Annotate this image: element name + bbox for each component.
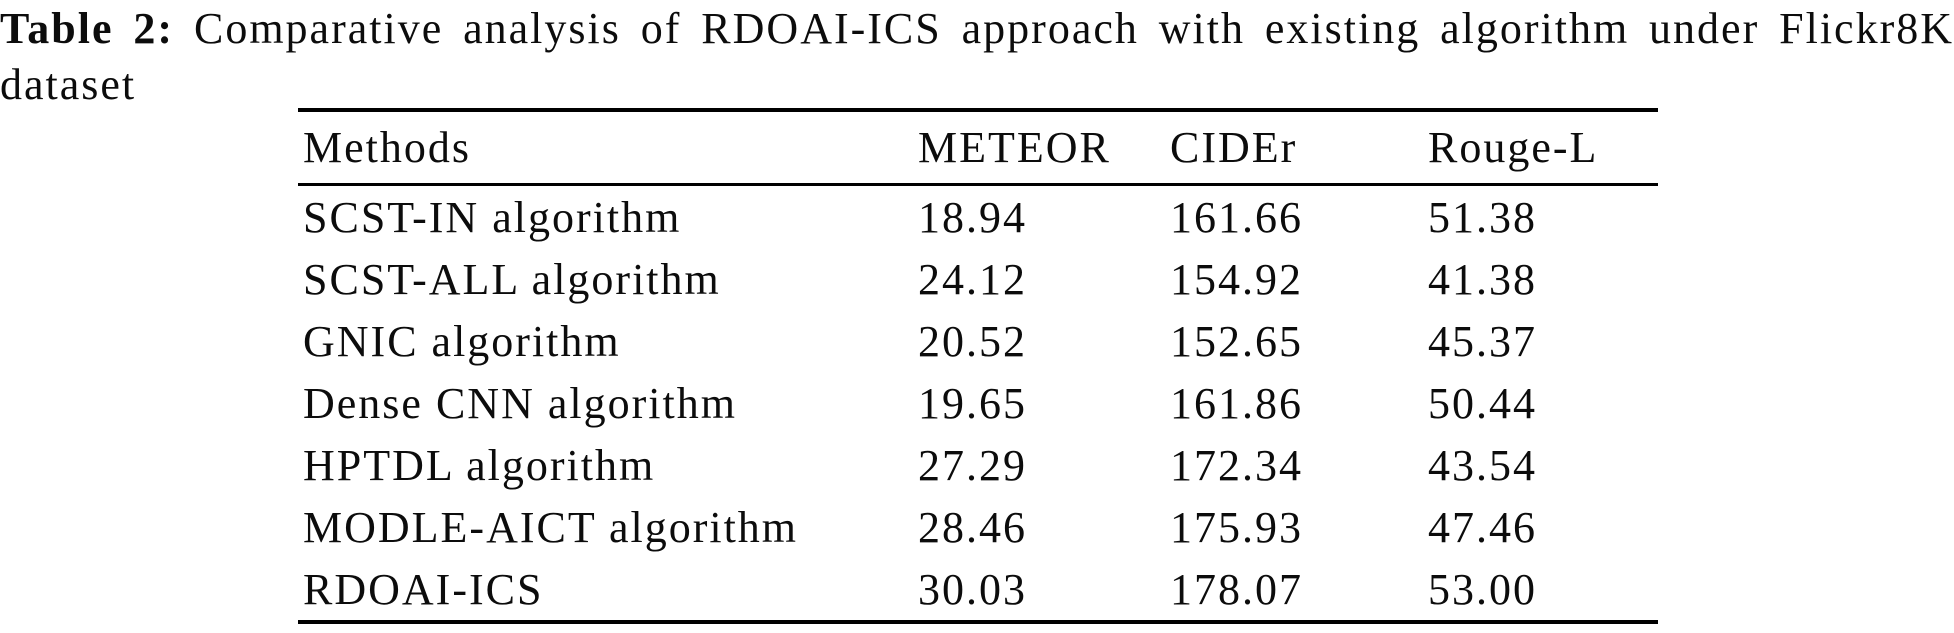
column-header-cider: CIDEr (1170, 123, 1298, 172)
table-row (298, 496, 1658, 558)
cell-meteor: 20.52 (918, 316, 1027, 366)
cell-method: SCST-ALL algorithm (303, 254, 721, 304)
cell-meteor: 28.46 (918, 502, 1027, 552)
cell-cider: 152.65 (1170, 316, 1303, 366)
cell-meteor: 19.65 (918, 378, 1027, 428)
cell-cider: 175.93 (1170, 502, 1303, 552)
column-header-rouge-l: Rouge-L (1428, 123, 1599, 172)
cell-method: RDOAI-ICS (303, 564, 544, 614)
table-caption-line1 (0, 1, 1954, 57)
table-body (298, 186, 1658, 624)
cell-rouge: 47.46 (1428, 502, 1537, 552)
cell-meteor: 24.12 (918, 254, 1027, 304)
cell-rouge: 41.38 (1428, 254, 1537, 304)
table-caption (0, 1, 1954, 113)
cell-method: Dense CNN algorithm (303, 378, 737, 428)
cell-cider: 154.92 (1170, 254, 1303, 304)
table-caption-text: Comparative analysis of RDOAI-ICS approach with existing algorithm under Flickr8K (193, 4, 1954, 53)
comparison-table (298, 108, 1658, 624)
cell-rouge: 50.44 (1428, 378, 1537, 428)
table-row (298, 186, 1658, 248)
cell-rouge: 43.54 (1428, 440, 1537, 490)
table-header-row (298, 108, 1658, 186)
cell-cider: 178.07 (1170, 564, 1303, 614)
cell-rouge: 51.38 (1428, 192, 1537, 242)
cell-cider: 161.66 (1170, 192, 1303, 242)
cell-rouge: 53.00 (1428, 564, 1537, 614)
column-header-methods: Methods (303, 123, 471, 172)
table-row (298, 248, 1658, 310)
cell-cider: 172.34 (1170, 440, 1303, 490)
table-caption-line2: dataset (0, 60, 137, 109)
table-caption-label: Table 2: (0, 4, 175, 53)
cell-method: HPTDL algorithm (303, 440, 656, 490)
cell-method: SCST-IN algorithm (303, 192, 682, 242)
table-row (298, 434, 1658, 496)
cell-meteor: 30.03 (918, 564, 1027, 614)
column-header-meteor: METEOR (918, 123, 1111, 172)
cell-method: GNIC algorithm (303, 316, 621, 366)
cell-meteor: 18.94 (918, 192, 1027, 242)
cell-meteor: 27.29 (918, 440, 1027, 490)
cell-method: MODLE-AICT algorithm (303, 502, 799, 552)
table-row (298, 310, 1658, 372)
table-row (298, 372, 1658, 434)
cell-cider: 161.86 (1170, 378, 1303, 428)
table-row (298, 558, 1658, 620)
cell-rouge: 45.37 (1428, 316, 1537, 366)
